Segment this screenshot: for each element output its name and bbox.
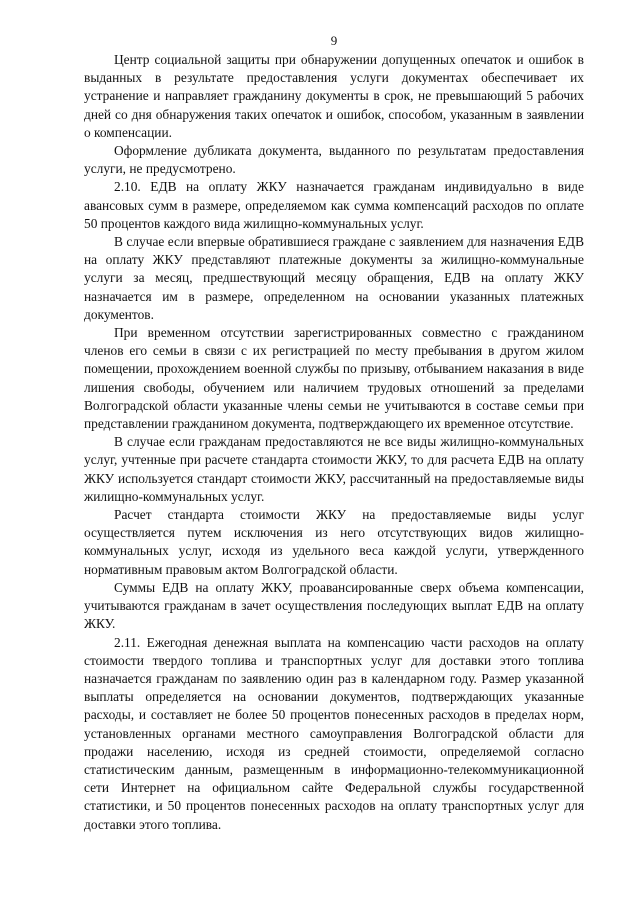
paragraph-first-application: В случае если впервые обратившиеся граждане с заявлением для назначения ЕДВ на оплату ЖКУ представляют платежные документы за жилищно-коммунальные услуги за месяц, предшествующий месяцу обращения, ЕДВ на оплату ЖКУ назначается им в размере, определенном на основании указанных платежных документов. — [84, 234, 584, 322]
paragraph-advance-sums: Суммы ЕДВ на оплату ЖКУ, проавансированные сверх объема компенсации, учитываются гражданам в зачет осуществления последующих выплат ЕДВ на оплату ЖКУ. — [84, 579, 584, 632]
page-number: 9 — [330, 33, 338, 48]
paragraph-2-11: 2.11. Ежегодная денежная выплата на компенсацию части расходов на оплату стоимости твердого топлива и транспортных услуг для доставки этого топлива назначается гражданам по заявлению один раз в календарном году. Размер указанной выплаты определяется на основании документов, подтверждающих указанные расходы, и составляет не более 50 процентов понесенных расходов в пределах норм, установленных органами местного самоуправления Волгоградской области для продажи населению, исходя из средней стоимости, определяемой согласно статистическим данным, размещенным в информационно-телекоммуникационной сети Интернет на официальном сайте Федеральной службы государственной статистики, и 50 процентов понесенных расходов на оплату транспортных услуг для доставки этого топлива. — [84, 634, 584, 832]
paragraph-2-10: 2.10. ЕДВ на оплату ЖКУ назначается гражданам индивидуально в виде авансовых сумм в размере, определяемом как сумма компенсаций расходов по оплате 50 процентов каждого вида жилищно-коммунальных услуг. — [84, 179, 584, 231]
paragraph-standard-calculation: Расчет стандарта стоимости ЖКУ на предоставляемые виды услуг осуществляется путем исключения из него отсутствующих видов жилищно-коммунальных услуг, исходя из удельного веса каждой услуги, утвержденного нормативным правовым актом Волгоградской области. — [84, 507, 584, 577]
paragraph-duplicate: Оформление дубликата документа, выданного по результатам предоставления услуги, не предусмотрено. — [84, 143, 584, 177]
paragraph-typo-correction: Центр социальной защиты при обнаружении допущенных опечаток и ошибок в выданных в результате предоставления услуги документах обеспечивает их устранение и направляет гражданину документы в срок, не превышающий 5 рабочих дней со дня обнаружения таких опечаток и ошибок, способом, указанным в заявлении о компенсации. — [84, 52, 584, 140]
paragraph-partial-services: В случае если гражданам предоставляются не все виды жилищно-коммунальных услуг, учтенные при расчете стандарта стоимости ЖКУ, то для расчета ЕДВ на оплату ЖКУ используется стандарт стоимости ЖКУ, рассчитанный на предоставляемые виды жилищно-коммунальных услуг. — [84, 434, 584, 504]
paragraph-temporary-absence: При временном отсутствии зарегистрированных совместно с гражданином членов его семьи в связи с их регистрацией по месту пребывания в другом жилом помещении, прохождением военной службы по призыву, отбыванием наказания в виде лишения свободы, обучением или наличием трудовых отношений за пределами Волгоградской области указанные члены семьи не учитываются в составе семьи при представлении гражданином документа, подтверждающего их временное отсутствие. — [84, 325, 584, 432]
